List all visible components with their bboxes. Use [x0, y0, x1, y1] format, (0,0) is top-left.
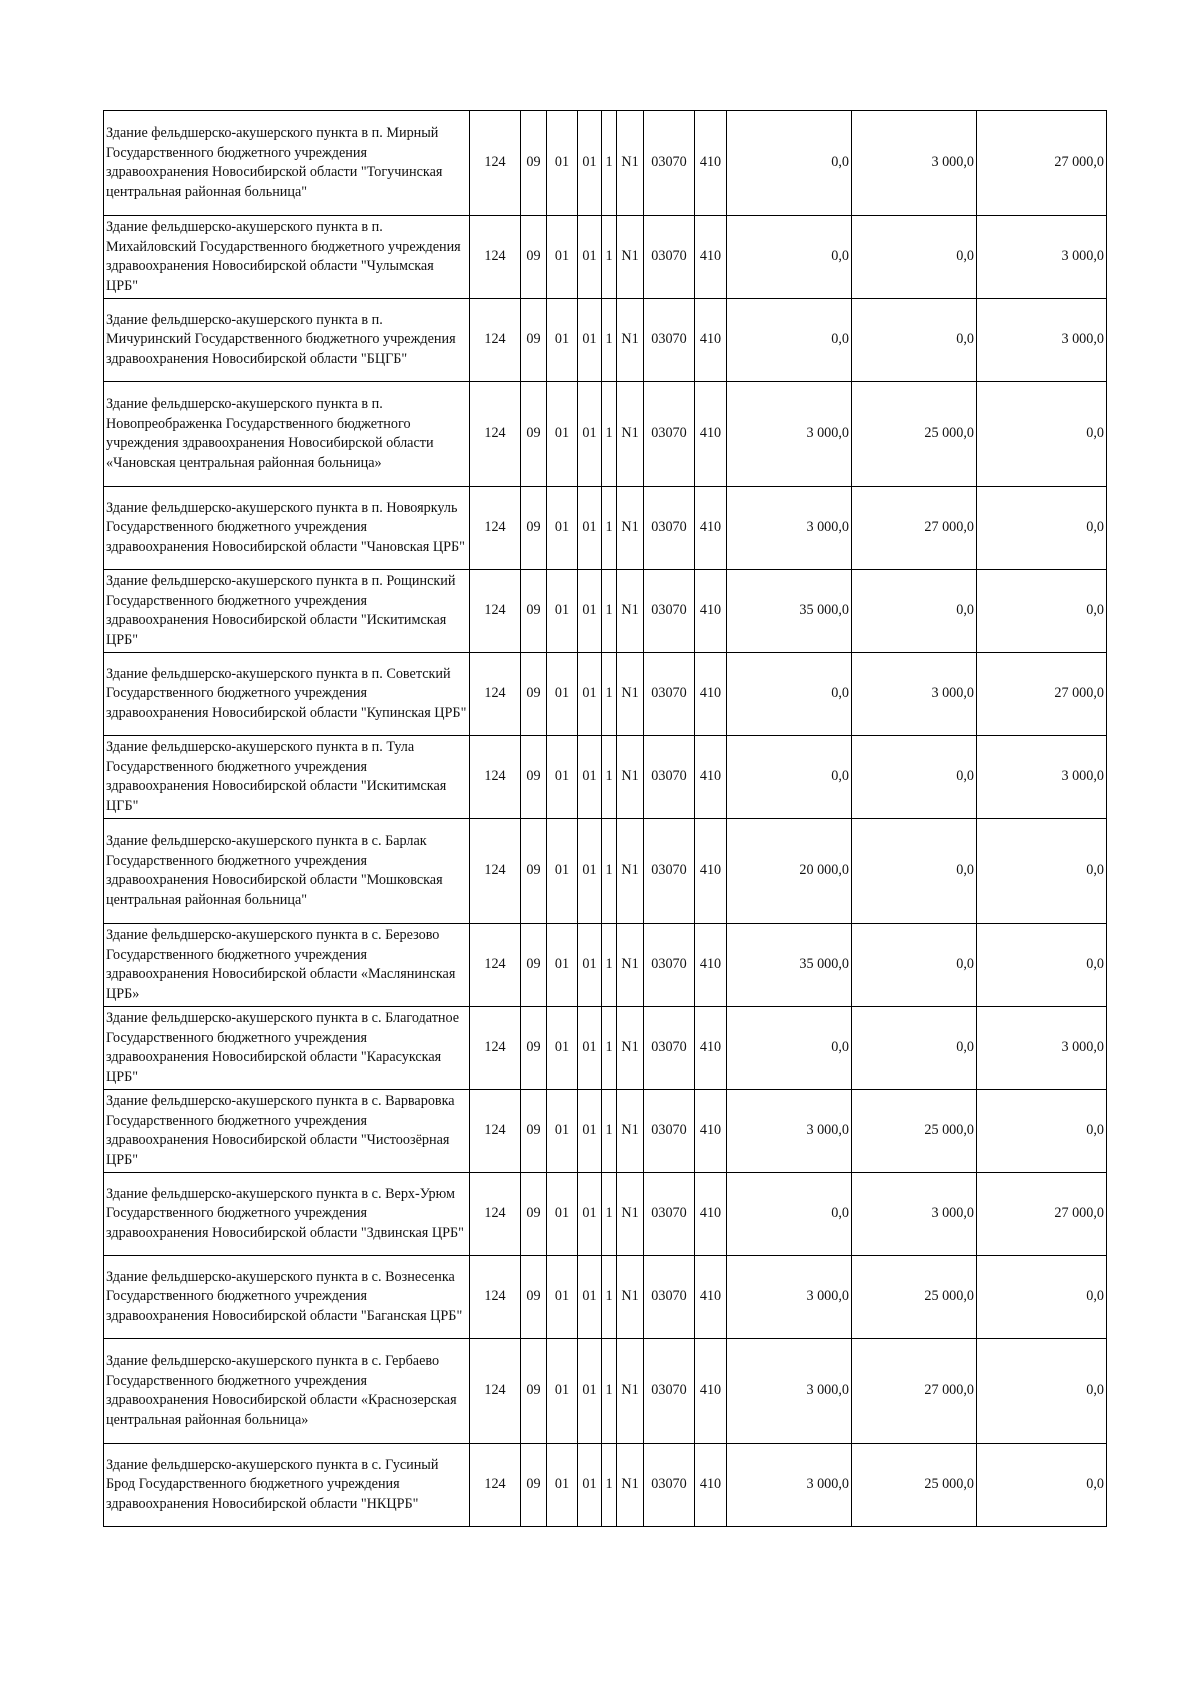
expense-type-cell: 410 — [695, 924, 727, 1007]
direction-code-cell: 03070 — [644, 299, 695, 382]
subprogram-code-cell: 1 — [602, 570, 617, 653]
subsection-code-cell: 01 — [547, 736, 578, 819]
amount-year2-cell: 0,0 — [852, 1007, 977, 1090]
amount-year1-cell: 0,0 — [727, 1007, 852, 1090]
ministry-code-cell: 124 — [470, 216, 521, 299]
expense-type-cell: 410 — [695, 1256, 727, 1339]
section-code-cell: 09 — [521, 1173, 547, 1256]
object-name-cell: Здание фельдшерско-акушерского пункта в п. Рощинский Государственного бюджетного учреждения здравоохранения Новосибирской области "Искитимская ЦРБ" — [104, 570, 470, 653]
subsection-code-cell: 01 — [547, 924, 578, 1007]
ministry-code-cell: 124 — [470, 1090, 521, 1173]
table-row — [104, 111, 1107, 216]
amount-year3-cell: 27 000,0 — [977, 111, 1107, 216]
amount-year2-cell: 27 000,0 — [852, 487, 977, 570]
subsection-code-cell: 01 — [547, 1256, 578, 1339]
program-code-cell: 01 — [578, 1007, 602, 1090]
amount-year1-cell: 0,0 — [727, 111, 852, 216]
program-code-cell: 01 — [578, 1256, 602, 1339]
program-code-cell: 01 — [578, 819, 602, 924]
amount-year2-cell: 0,0 — [852, 216, 977, 299]
program-code-cell: 01 — [578, 1173, 602, 1256]
subsection-code-cell: 01 — [547, 487, 578, 570]
direction-code-cell: 03070 — [644, 819, 695, 924]
amount-year2-cell: 0,0 — [852, 570, 977, 653]
subprogram-code-cell: 1 — [602, 299, 617, 382]
ministry-code-cell: 124 — [470, 1173, 521, 1256]
section-code-cell: 09 — [521, 216, 547, 299]
direction-code-cell: 03070 — [644, 382, 695, 487]
expense-type-cell: 410 — [695, 299, 727, 382]
ministry-code-cell: 124 — [470, 819, 521, 924]
subprogram-code-cell: 1 — [602, 1007, 617, 1090]
subprogram-code-cell: 1 — [602, 819, 617, 924]
table-row — [104, 1007, 1107, 1090]
direction-code-cell: 03070 — [644, 1007, 695, 1090]
ministry-code-cell: 124 — [470, 487, 521, 570]
subprogram-code-cell: 1 — [602, 1173, 617, 1256]
program-code-cell: 01 — [578, 570, 602, 653]
amount-year2-cell: 27 000,0 — [852, 1339, 977, 1444]
project-code-cell: N1 — [617, 1444, 644, 1527]
subsection-code-cell: 01 — [547, 819, 578, 924]
document-page — [103, 110, 1106, 1527]
amount-year3-cell: 0,0 — [977, 382, 1107, 487]
ministry-code-cell: 124 — [470, 1256, 521, 1339]
table-row — [104, 487, 1107, 570]
program-code-cell: 01 — [578, 653, 602, 736]
program-code-cell: 01 — [578, 299, 602, 382]
direction-code-cell: 03070 — [644, 1444, 695, 1527]
ministry-code-cell: 124 — [470, 736, 521, 819]
direction-code-cell: 03070 — [644, 216, 695, 299]
section-code-cell: 09 — [521, 924, 547, 1007]
object-name-cell: Здание фельдшерско-акушерского пункта в с. Варваровка Государственного бюджетного учреждения здравоохранения Новосибирской области "Чистоозёрная ЦРБ" — [104, 1090, 470, 1173]
subprogram-code-cell: 1 — [602, 1090, 617, 1173]
direction-code-cell: 03070 — [644, 1173, 695, 1256]
amount-year3-cell: 0,0 — [977, 819, 1107, 924]
amount-year3-cell: 3 000,0 — [977, 736, 1107, 819]
amount-year3-cell: 3 000,0 — [977, 1007, 1107, 1090]
direction-code-cell: 03070 — [644, 1339, 695, 1444]
program-code-cell: 01 — [578, 736, 602, 819]
subprogram-code-cell: 1 — [602, 924, 617, 1007]
amount-year3-cell: 0,0 — [977, 487, 1107, 570]
object-name-cell: Здание фельдшерско-акушерского пункта в с. Вознесенка Государственного бюджетного учреждения здравоохранения Новосибирской области "Баганская ЦРБ" — [104, 1256, 470, 1339]
amount-year1-cell: 0,0 — [727, 1173, 852, 1256]
subprogram-code-cell: 1 — [602, 1444, 617, 1527]
amount-year3-cell: 0,0 — [977, 1444, 1107, 1527]
table-row — [104, 1444, 1107, 1527]
table-row — [104, 819, 1107, 924]
subprogram-code-cell: 1 — [602, 1339, 617, 1444]
ministry-code-cell: 124 — [470, 924, 521, 1007]
subsection-code-cell: 01 — [547, 653, 578, 736]
subsection-code-cell: 01 — [547, 111, 578, 216]
direction-code-cell: 03070 — [644, 924, 695, 1007]
direction-code-cell: 03070 — [644, 653, 695, 736]
amount-year1-cell: 3 000,0 — [727, 1444, 852, 1527]
table-body — [104, 111, 1107, 1527]
amount-year3-cell: 0,0 — [977, 1090, 1107, 1173]
project-code-cell: N1 — [617, 1339, 644, 1444]
project-code-cell: N1 — [617, 924, 644, 1007]
program-code-cell: 01 — [578, 382, 602, 487]
expense-type-cell: 410 — [695, 1007, 727, 1090]
amount-year1-cell: 0,0 — [727, 216, 852, 299]
direction-code-cell: 03070 — [644, 570, 695, 653]
object-name-cell: Здание фельдшерско-акушерского пункта в п. Михайловский Государственного бюджетного учреждения здравоохранения Новосибирской области "Чулымская ЦРБ" — [104, 216, 470, 299]
project-code-cell: N1 — [617, 1173, 644, 1256]
amount-year2-cell: 25 000,0 — [852, 1256, 977, 1339]
section-code-cell: 09 — [521, 382, 547, 487]
section-code-cell: 09 — [521, 1444, 547, 1527]
ministry-code-cell: 124 — [470, 382, 521, 487]
object-name-cell: Здание фельдшерско-акушерского пункта в п. Новопреображенка Государственного бюджетного учреждения здравоохранения Новосибирской области «Чановская центральная районная больница» — [104, 382, 470, 487]
amount-year2-cell: 0,0 — [852, 736, 977, 819]
program-code-cell: 01 — [578, 487, 602, 570]
project-code-cell: N1 — [617, 216, 644, 299]
expense-type-cell: 410 — [695, 819, 727, 924]
table-row — [104, 736, 1107, 819]
program-code-cell: 01 — [578, 1444, 602, 1527]
amount-year3-cell: 0,0 — [977, 1339, 1107, 1444]
section-code-cell: 09 — [521, 1339, 547, 1444]
amount-year2-cell: 3 000,0 — [852, 653, 977, 736]
amount-year2-cell: 25 000,0 — [852, 382, 977, 487]
table-row — [104, 1339, 1107, 1444]
amount-year2-cell: 0,0 — [852, 299, 977, 382]
ministry-code-cell: 124 — [470, 1339, 521, 1444]
amount-year1-cell: 3 000,0 — [727, 487, 852, 570]
subsection-code-cell: 01 — [547, 570, 578, 653]
direction-code-cell: 03070 — [644, 1256, 695, 1339]
amount-year1-cell: 0,0 — [727, 299, 852, 382]
subsection-code-cell: 01 — [547, 1173, 578, 1256]
subsection-code-cell: 01 — [547, 299, 578, 382]
amount-year1-cell: 3 000,0 — [727, 1256, 852, 1339]
ministry-code-cell: 124 — [470, 299, 521, 382]
object-name-cell: Здание фельдшерско-акушерского пункта в п. Мирный Государственного бюджетного учреждения здравоохранения Новосибирской области "Тогучинская центральная районная больница" — [104, 111, 470, 216]
section-code-cell: 09 — [521, 111, 547, 216]
section-code-cell: 09 — [521, 1090, 547, 1173]
table-row — [104, 653, 1107, 736]
expense-type-cell: 410 — [695, 736, 727, 819]
project-code-cell: N1 — [617, 1090, 644, 1173]
project-code-cell: N1 — [617, 570, 644, 653]
subsection-code-cell: 01 — [547, 1339, 578, 1444]
project-code-cell: N1 — [617, 1007, 644, 1090]
amount-year3-cell: 0,0 — [977, 1256, 1107, 1339]
subsection-code-cell: 01 — [547, 382, 578, 487]
project-code-cell: N1 — [617, 653, 644, 736]
expense-type-cell: 410 — [695, 1173, 727, 1256]
project-code-cell: N1 — [617, 736, 644, 819]
ministry-code-cell: 124 — [470, 111, 521, 216]
expense-type-cell: 410 — [695, 1090, 727, 1173]
table-row — [104, 924, 1107, 1007]
expense-type-cell: 410 — [695, 1444, 727, 1527]
subsection-code-cell: 01 — [547, 216, 578, 299]
expense-type-cell: 410 — [695, 570, 727, 653]
direction-code-cell: 03070 — [644, 487, 695, 570]
object-name-cell: Здание фельдшерско-акушерского пункта в п. Мичуринский Государственного бюджетного учреждения здравоохранения Новосибирской области "БЦГБ" — [104, 299, 470, 382]
subprogram-code-cell: 1 — [602, 487, 617, 570]
object-name-cell: Здание фельдшерско-акушерского пункта в с. Барлак Государственного бюджетного учреждения здравоохранения Новосибирской области "Мошковская центральная районная больница" — [104, 819, 470, 924]
program-code-cell: 01 — [578, 216, 602, 299]
expense-type-cell: 410 — [695, 1339, 727, 1444]
ministry-code-cell: 124 — [470, 1444, 521, 1527]
direction-code-cell: 03070 — [644, 111, 695, 216]
program-code-cell: 01 — [578, 111, 602, 216]
project-code-cell: N1 — [617, 111, 644, 216]
program-code-cell: 01 — [578, 1090, 602, 1173]
amount-year2-cell: 3 000,0 — [852, 1173, 977, 1256]
subprogram-code-cell: 1 — [602, 382, 617, 487]
project-code-cell: N1 — [617, 819, 644, 924]
subsection-code-cell: 01 — [547, 1090, 578, 1173]
section-code-cell: 09 — [521, 736, 547, 819]
table-row — [104, 216, 1107, 299]
section-code-cell: 09 — [521, 653, 547, 736]
program-code-cell: 01 — [578, 1339, 602, 1444]
amount-year2-cell: 25 000,0 — [852, 1090, 977, 1173]
budget-table — [103, 110, 1107, 1527]
program-code-cell: 01 — [578, 924, 602, 1007]
object-name-cell: Здание фельдшерско-акушерского пункта в с. Гусиный Брод Государственного бюджетного учреждения здравоохранения Новосибирской области "НКЦРБ" — [104, 1444, 470, 1527]
amount-year3-cell: 0,0 — [977, 570, 1107, 653]
amount-year1-cell: 0,0 — [727, 653, 852, 736]
amount-year3-cell: 3 000,0 — [977, 216, 1107, 299]
section-code-cell: 09 — [521, 1256, 547, 1339]
section-code-cell: 09 — [521, 819, 547, 924]
expense-type-cell: 410 — [695, 487, 727, 570]
amount-year3-cell: 27 000,0 — [977, 1173, 1107, 1256]
section-code-cell: 09 — [521, 487, 547, 570]
object-name-cell: Здание фельдшерско-акушерского пункта в с. Благодатное Государственного бюджетного учреждения здравоохранения Новосибирской области "Карасукская ЦРБ" — [104, 1007, 470, 1090]
subprogram-code-cell: 1 — [602, 216, 617, 299]
section-code-cell: 09 — [521, 1007, 547, 1090]
expense-type-cell: 410 — [695, 382, 727, 487]
amount-year2-cell: 0,0 — [852, 924, 977, 1007]
amount-year1-cell: 20 000,0 — [727, 819, 852, 924]
amount-year1-cell: 35 000,0 — [727, 570, 852, 653]
object-name-cell: Здание фельдшерско-акушерского пункта в с. Верх-Урюм Государственного бюджетного учреждения здравоохранения Новосибирской области "Здвинская ЦРБ" — [104, 1173, 470, 1256]
amount-year1-cell: 35 000,0 — [727, 924, 852, 1007]
ministry-code-cell: 124 — [470, 1007, 521, 1090]
subprogram-code-cell: 1 — [602, 111, 617, 216]
ministry-code-cell: 124 — [470, 570, 521, 653]
section-code-cell: 09 — [521, 570, 547, 653]
table-row — [104, 382, 1107, 487]
amount-year3-cell: 27 000,0 — [977, 653, 1107, 736]
table-row — [104, 1256, 1107, 1339]
project-code-cell: N1 — [617, 299, 644, 382]
expense-type-cell: 410 — [695, 653, 727, 736]
project-code-cell: N1 — [617, 1256, 644, 1339]
table-row — [104, 1090, 1107, 1173]
object-name-cell: Здание фельдшерско-акушерского пункта в с. Гербаево Государственного бюджетного учреждения здравоохранения Новосибирской области «Краснозерская центральная районная больница» — [104, 1339, 470, 1444]
amount-year1-cell: 3 000,0 — [727, 382, 852, 487]
object-name-cell: Здание фельдшерско-акушерского пункта в п. Новояркуль Государственного бюджетного учреждения здравоохранения Новосибирской области "Чановская ЦРБ" — [104, 487, 470, 570]
project-code-cell: N1 — [617, 382, 644, 487]
amount-year1-cell: 3 000,0 — [727, 1090, 852, 1173]
amount-year2-cell: 0,0 — [852, 819, 977, 924]
object-name-cell: Здание фельдшерско-акушерского пункта в п. Советский Государственного бюджетного учреждения здравоохранения Новосибирской области "Купинская ЦРБ" — [104, 653, 470, 736]
ministry-code-cell: 124 — [470, 653, 521, 736]
subprogram-code-cell: 1 — [602, 1256, 617, 1339]
subprogram-code-cell: 1 — [602, 653, 617, 736]
amount-year3-cell: 3 000,0 — [977, 299, 1107, 382]
expense-type-cell: 410 — [695, 216, 727, 299]
table-row — [104, 299, 1107, 382]
amount-year3-cell: 0,0 — [977, 924, 1107, 1007]
amount-year2-cell: 25 000,0 — [852, 1444, 977, 1527]
expense-type-cell: 410 — [695, 111, 727, 216]
project-code-cell: N1 — [617, 487, 644, 570]
amount-year2-cell: 3 000,0 — [852, 111, 977, 216]
amount-year1-cell: 3 000,0 — [727, 1339, 852, 1444]
subsection-code-cell: 01 — [547, 1007, 578, 1090]
direction-code-cell: 03070 — [644, 1090, 695, 1173]
section-code-cell: 09 — [521, 299, 547, 382]
direction-code-cell: 03070 — [644, 736, 695, 819]
object-name-cell: Здание фельдшерско-акушерского пункта в с. Березово Государственного бюджетного учреждения здравоохранения Новосибирской области «Маслянинская ЦРБ» — [104, 924, 470, 1007]
table-row — [104, 1173, 1107, 1256]
subsection-code-cell: 01 — [547, 1444, 578, 1527]
amount-year1-cell: 0,0 — [727, 736, 852, 819]
table-row — [104, 570, 1107, 653]
object-name-cell: Здание фельдшерско-акушерского пункта в п. Тула Государственного бюджетного учреждения здравоохранения Новосибирской области "Искитимская ЦГБ" — [104, 736, 470, 819]
subprogram-code-cell: 1 — [602, 736, 617, 819]
